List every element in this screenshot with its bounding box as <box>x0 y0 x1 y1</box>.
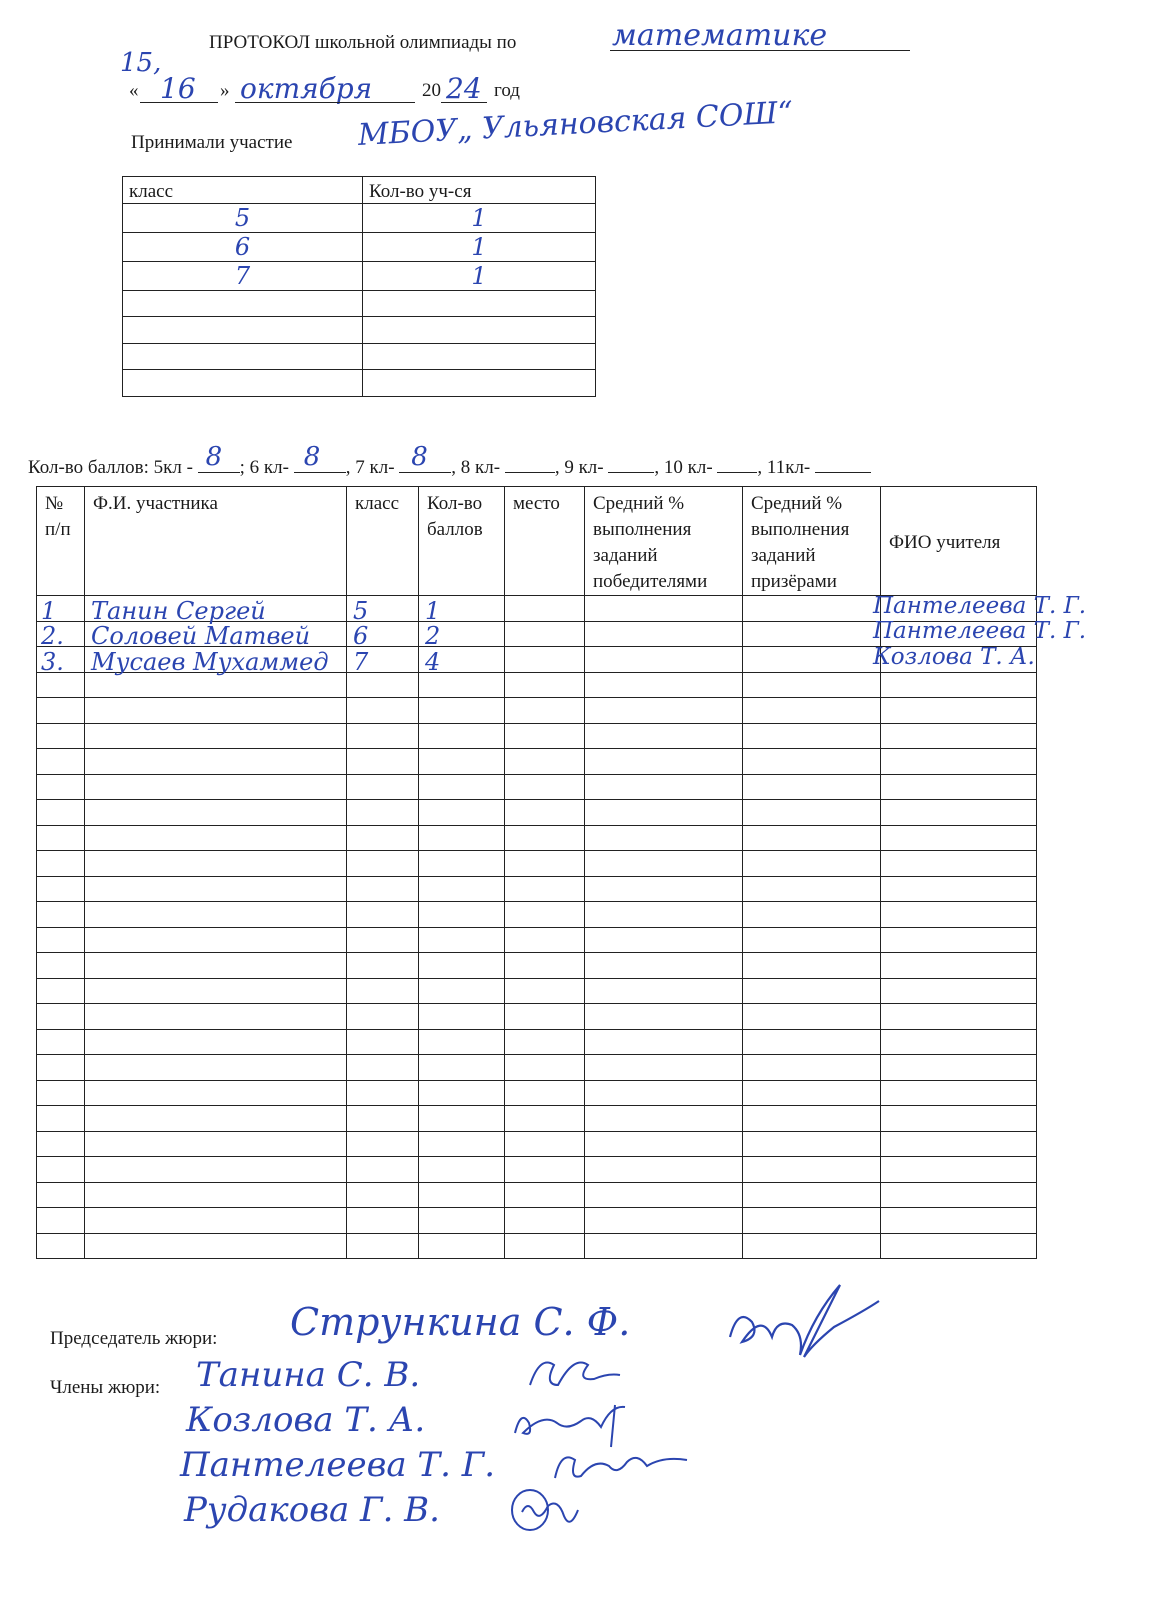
row-avg-prizewinners <box>743 774 881 800</box>
row-place <box>505 1131 585 1157</box>
class-cell <box>123 343 363 370</box>
row-teacher <box>881 774 1037 800</box>
row-score <box>419 1055 505 1081</box>
row-place <box>505 1080 585 1106</box>
chair-name: Стрункина С. Ф. <box>290 1300 631 1344</box>
empty-table-row <box>37 927 1037 953</box>
score-grade9-field <box>608 458 654 473</box>
row-avg-winners <box>585 1055 743 1081</box>
score-sep-9: , 9 кл- <box>554 457 604 478</box>
member-4-signature-icon <box>500 1480 590 1540</box>
row-score <box>419 1208 505 1234</box>
row-name: Мусаев Мухаммед <box>85 647 347 673</box>
row-class <box>347 1182 419 1208</box>
row-num <box>37 1080 85 1106</box>
class-cell <box>123 317 363 344</box>
row-place <box>505 1182 585 1208</box>
row-class <box>347 876 419 902</box>
score-grade8-field <box>505 458 555 473</box>
row-num <box>37 1004 85 1030</box>
row-place <box>505 698 585 724</box>
row-avg-winners <box>585 596 743 622</box>
row-place <box>505 851 585 877</box>
row-num <box>37 1106 85 1132</box>
scores-line <box>28 442 871 479</box>
row-place <box>505 876 585 902</box>
class-col-header: класс <box>123 177 363 204</box>
row-score <box>419 902 505 928</box>
row-place <box>505 723 585 749</box>
row-avg-prizewinners <box>743 1055 881 1081</box>
row-place <box>505 596 585 622</box>
score-grade5-field: 8 <box>198 452 240 473</box>
row-name <box>85 1055 347 1081</box>
row-score <box>419 749 505 775</box>
row-class <box>347 800 419 826</box>
row-place <box>505 1004 585 1030</box>
row-avg-winners <box>585 876 743 902</box>
subject-underline <box>610 50 910 51</box>
row-class <box>347 1233 419 1259</box>
score-sep-6: ; 6 кл- <box>239 457 289 478</box>
row-class: 5 <box>347 596 419 622</box>
row-avg-prizewinners <box>743 1004 881 1030</box>
row-avg-prizewinners <box>743 723 881 749</box>
empty-table-row <box>37 825 1037 851</box>
empty-table-row <box>37 800 1037 826</box>
score-grade10-field <box>717 458 757 473</box>
empty-table-row <box>37 774 1037 800</box>
row-avg-winners <box>585 1004 743 1030</box>
row-avg-winners <box>585 953 743 979</box>
row-score <box>419 774 505 800</box>
members-label: Члены жюри: <box>50 1377 161 1398</box>
row-score <box>419 1131 505 1157</box>
row-avg-winners <box>585 774 743 800</box>
row-avg-winners <box>585 723 743 749</box>
count-cell <box>363 370 596 397</box>
row-teacher <box>881 876 1037 902</box>
row-num <box>37 723 85 749</box>
row-name <box>85 902 347 928</box>
empty-table-row <box>37 1080 1037 1106</box>
row-avg-prizewinners <box>743 953 881 979</box>
row-num <box>37 876 85 902</box>
row-avg-winners <box>585 1080 743 1106</box>
header-num: № п/п <box>37 487 85 596</box>
row-avg-winners <box>585 825 743 851</box>
row-class <box>347 978 419 1004</box>
count-cell: 1 <box>363 232 596 261</box>
row-score <box>419 1080 505 1106</box>
row-teacher <box>881 851 1037 877</box>
row-avg-prizewinners <box>743 800 881 826</box>
chair-label: Председатель жюри: <box>50 1328 218 1349</box>
date-close-quote: » <box>220 80 230 101</box>
row-name <box>85 1182 347 1208</box>
row-name: Соловей Матвей <box>85 621 347 647</box>
row-place <box>505 1233 585 1259</box>
row-name <box>85 800 347 826</box>
row-name <box>85 953 347 979</box>
row-name <box>85 749 347 775</box>
row-score <box>419 1029 505 1055</box>
row-avg-winners <box>585 1029 743 1055</box>
row-score: 1 <box>419 596 505 622</box>
row-avg-winners <box>585 621 743 647</box>
row-score <box>419 1157 505 1183</box>
row-num <box>37 800 85 826</box>
row-name <box>85 851 347 877</box>
row-class <box>347 1131 419 1157</box>
row-score <box>419 800 505 826</box>
row-avg-prizewinners <box>743 1029 881 1055</box>
row-avg-prizewinners <box>743 927 881 953</box>
row-num <box>37 825 85 851</box>
row-avg-prizewinners <box>743 851 881 877</box>
empty-table-row <box>37 1004 1037 1030</box>
row-avg-winners <box>585 851 743 877</box>
count-cell: 1 <box>363 203 596 232</box>
empty-table-row <box>37 749 1037 775</box>
row-class: 6 <box>347 621 419 647</box>
row-avg-prizewinners <box>743 1080 881 1106</box>
empty-table-row <box>37 1208 1037 1234</box>
row-avg-prizewinners <box>743 1208 881 1234</box>
school-handwritten: МБОУ„ Ульяновская СОШ“ <box>357 95 794 153</box>
row-place <box>505 1029 585 1055</box>
date-day: 16 <box>160 72 196 105</box>
score-grade6-field: 8 <box>294 452 346 473</box>
count-cell: 1 <box>363 261 596 290</box>
header-class: класс <box>347 487 419 596</box>
row-name <box>85 927 347 953</box>
jury-member-3: Пантелеева Т. Г. <box>180 1445 496 1485</box>
row-num: 2. <box>37 621 85 647</box>
empty-table-row <box>37 876 1037 902</box>
row-teacher <box>881 1080 1037 1106</box>
header-teacher: ФИО учителя <box>881 487 1037 596</box>
row-teacher <box>881 953 1037 979</box>
score-sep-10: , 10 кл- <box>654 457 713 478</box>
row-num <box>37 953 85 979</box>
row-score <box>419 927 505 953</box>
empty-table-row <box>37 1106 1037 1132</box>
row-name <box>85 1029 347 1055</box>
row-name <box>85 1106 347 1132</box>
empty-table-row <box>37 851 1037 877</box>
row-name <box>85 1208 347 1234</box>
row-num <box>37 978 85 1004</box>
date-day-underline <box>140 102 218 103</box>
row-class <box>347 672 419 698</box>
row-teacher <box>881 1208 1037 1234</box>
row-teacher <box>881 800 1037 826</box>
row-class <box>347 1106 419 1132</box>
row-num <box>37 1157 85 1183</box>
jury-member-1: Танина С. В. <box>196 1355 421 1395</box>
row-teacher <box>881 723 1037 749</box>
row-avg-winners <box>585 1131 743 1157</box>
year-suffix: 24 <box>446 72 482 105</box>
class-cell <box>123 370 363 397</box>
count-cell <box>363 343 596 370</box>
header-place: место <box>505 487 585 596</box>
row-avg-prizewinners <box>743 698 881 724</box>
row-name <box>85 698 347 724</box>
row-place <box>505 1157 585 1183</box>
row-avg-prizewinners <box>743 825 881 851</box>
row-num <box>37 774 85 800</box>
row-class <box>347 723 419 749</box>
row-class <box>347 1055 419 1081</box>
row-place <box>505 672 585 698</box>
row-avg-prizewinners <box>743 1182 881 1208</box>
row-num <box>37 672 85 698</box>
row-place <box>505 978 585 1004</box>
row-place <box>505 1106 585 1132</box>
row-place <box>505 825 585 851</box>
row-name <box>85 1157 347 1183</box>
row-teacher <box>881 1131 1037 1157</box>
row-teacher <box>881 825 1037 851</box>
row-class <box>347 774 419 800</box>
row-score <box>419 723 505 749</box>
jury-member-2: Козлова Т. А. <box>186 1400 426 1440</box>
results-table <box>36 486 1087 1259</box>
row-teacher <box>881 749 1037 775</box>
row-name <box>85 876 347 902</box>
score-grade7-field: 8 <box>399 452 451 473</box>
row-avg-winners <box>585 1182 743 1208</box>
row-score <box>419 876 505 902</box>
row-class <box>347 1157 419 1183</box>
date-open-quote: « <box>129 80 139 101</box>
class-cell <box>123 290 363 317</box>
row-avg-prizewinners <box>743 1233 881 1259</box>
row-class <box>347 1080 419 1106</box>
row-name <box>85 723 347 749</box>
row-name <box>85 774 347 800</box>
row-place <box>505 1055 585 1081</box>
row-score <box>419 1004 505 1030</box>
row-avg-prizewinners <box>743 876 881 902</box>
row-place <box>505 927 585 953</box>
jury-member-4: Рудакова Г. В. <box>184 1490 440 1530</box>
row-name: Танин Сергей <box>85 596 347 622</box>
class-count-table <box>122 176 596 397</box>
row-score <box>419 953 505 979</box>
row-place <box>505 800 585 826</box>
chair-signature-icon <box>720 1282 890 1382</box>
row-teacher <box>881 672 1037 698</box>
row-num <box>37 1208 85 1234</box>
row-score <box>419 1182 505 1208</box>
row-avg-winners <box>585 647 743 673</box>
empty-table-row <box>37 672 1037 698</box>
row-num <box>37 749 85 775</box>
row-avg-prizewinners <box>743 1157 881 1183</box>
row-avg-winners <box>585 800 743 826</box>
row-num: 1 <box>37 596 85 622</box>
score-sep-7: , 7 кл- <box>345 457 395 478</box>
year-word: год <box>494 80 520 101</box>
row-teacher <box>881 698 1037 724</box>
row-name <box>85 1131 347 1157</box>
row-teacher <box>881 927 1037 953</box>
class-cell: 6 <box>123 232 363 261</box>
row-class <box>347 698 419 724</box>
row-avg-winners <box>585 927 743 953</box>
score-sep-11: , 11кл- <box>757 457 811 478</box>
count-cell <box>363 290 596 317</box>
header-avg-prizewinners: Средний % выполнения заданий призёрами <box>743 487 881 596</box>
row-class <box>347 1029 419 1055</box>
row-score <box>419 1106 505 1132</box>
empty-rows <box>37 672 1037 1259</box>
row-avg-winners <box>585 1233 743 1259</box>
class-cell: 7 <box>123 261 363 290</box>
row-num: 3. <box>37 647 85 673</box>
row-score <box>419 978 505 1004</box>
row-place <box>505 953 585 979</box>
count-cell <box>363 317 596 344</box>
row-teacher: Пантелеева Т. Г. <box>881 621 1037 647</box>
row-teacher: Пантелеева Т. Г. <box>881 596 1037 622</box>
empty-table-row <box>37 1055 1037 1081</box>
empty-table-row <box>37 698 1037 724</box>
row-avg-prizewinners <box>743 1131 881 1157</box>
row-avg-winners <box>585 1106 743 1132</box>
row-name <box>85 978 347 1004</box>
empty-table-row <box>37 723 1037 749</box>
empty-table-row <box>37 1029 1037 1055</box>
row-teacher <box>881 1029 1037 1055</box>
year-underline <box>441 102 487 103</box>
empty-table-row <box>37 953 1037 979</box>
row-num <box>37 1055 85 1081</box>
row-score <box>419 851 505 877</box>
scores-lead: Кол-во баллов: 5кл - <box>28 457 193 478</box>
row-class <box>347 1004 419 1030</box>
row-name <box>85 825 347 851</box>
row-class <box>347 953 419 979</box>
row-num <box>37 927 85 953</box>
row-place <box>505 774 585 800</box>
row-avg-prizewinners <box>743 621 881 647</box>
row-teacher <box>881 1233 1037 1259</box>
row-num <box>37 902 85 928</box>
empty-table-row <box>37 978 1037 1004</box>
row-teacher: Козлова Т. А. <box>881 647 1037 673</box>
row-teacher <box>881 902 1037 928</box>
row-teacher <box>881 1106 1037 1132</box>
row-num <box>37 1182 85 1208</box>
empty-table-row <box>37 1131 1037 1157</box>
empty-table-row <box>37 1157 1037 1183</box>
empty-table-row <box>37 1233 1037 1259</box>
row-name <box>85 1233 347 1259</box>
header-name: Ф.И. участника <box>85 487 347 596</box>
row-class <box>347 825 419 851</box>
row-avg-prizewinners <box>743 749 881 775</box>
row-avg-winners <box>585 672 743 698</box>
row-teacher <box>881 1182 1037 1208</box>
row-class <box>347 749 419 775</box>
empty-table-row <box>37 902 1037 928</box>
row-name <box>85 1080 347 1106</box>
row-score: 2 <box>419 621 505 647</box>
row-avg-winners <box>585 698 743 724</box>
row-place <box>505 1208 585 1234</box>
row-class: 7 <box>347 647 419 673</box>
score-sep-8: , 8 кл- <box>451 457 501 478</box>
table-row <box>37 647 1037 673</box>
row-num <box>37 1131 85 1157</box>
row-avg-winners <box>585 1208 743 1234</box>
row-avg-winners <box>585 1157 743 1183</box>
row-avg-prizewinners <box>743 672 881 698</box>
date-extra-day: 15, <box>120 48 162 78</box>
row-class <box>347 927 419 953</box>
participants-label: Принимали участие <box>131 132 293 153</box>
row-avg-prizewinners <box>743 978 881 1004</box>
row-num <box>37 1233 85 1259</box>
row-class <box>347 1208 419 1234</box>
year-prefix: 20 <box>422 80 441 101</box>
row-num <box>37 1029 85 1055</box>
row-avg-prizewinners <box>743 902 881 928</box>
row-score <box>419 825 505 851</box>
date-month-underline <box>235 102 415 103</box>
row-place <box>505 902 585 928</box>
row-name <box>85 672 347 698</box>
row-teacher <box>881 1055 1037 1081</box>
row-num <box>37 851 85 877</box>
row-teacher <box>881 1004 1037 1030</box>
score-grade11-field <box>815 458 871 473</box>
row-teacher <box>881 978 1037 1004</box>
protocol-title: ПРОТОКОЛ школьной олимпиады по <box>209 32 517 53</box>
class-cell: 5 <box>123 203 363 232</box>
subject-handwritten: математике <box>612 18 828 53</box>
row-class <box>347 851 419 877</box>
row-avg-winners <box>585 902 743 928</box>
row-place <box>505 647 585 673</box>
row-avg-winners <box>585 749 743 775</box>
header-avg-winners: Средний % выполнения заданий победителями <box>585 487 743 596</box>
row-class <box>347 902 419 928</box>
row-place <box>505 749 585 775</box>
row-score <box>419 698 505 724</box>
count-col-header: Кол-во уч-ся <box>363 177 596 204</box>
row-avg-prizewinners <box>743 647 881 673</box>
header-score: Кол-во баллов <box>419 487 505 596</box>
row-avg-prizewinners <box>743 596 881 622</box>
row-score: 4 <box>419 647 505 673</box>
row-teacher <box>881 1157 1037 1183</box>
row-avg-winners <box>585 978 743 1004</box>
row-avg-prizewinners <box>743 1106 881 1132</box>
row-score <box>419 672 505 698</box>
date-month: октября <box>240 72 373 105</box>
row-score <box>419 1233 505 1259</box>
row-name <box>85 1004 347 1030</box>
row-num <box>37 698 85 724</box>
empty-table-row <box>37 1182 1037 1208</box>
row-place <box>505 621 585 647</box>
